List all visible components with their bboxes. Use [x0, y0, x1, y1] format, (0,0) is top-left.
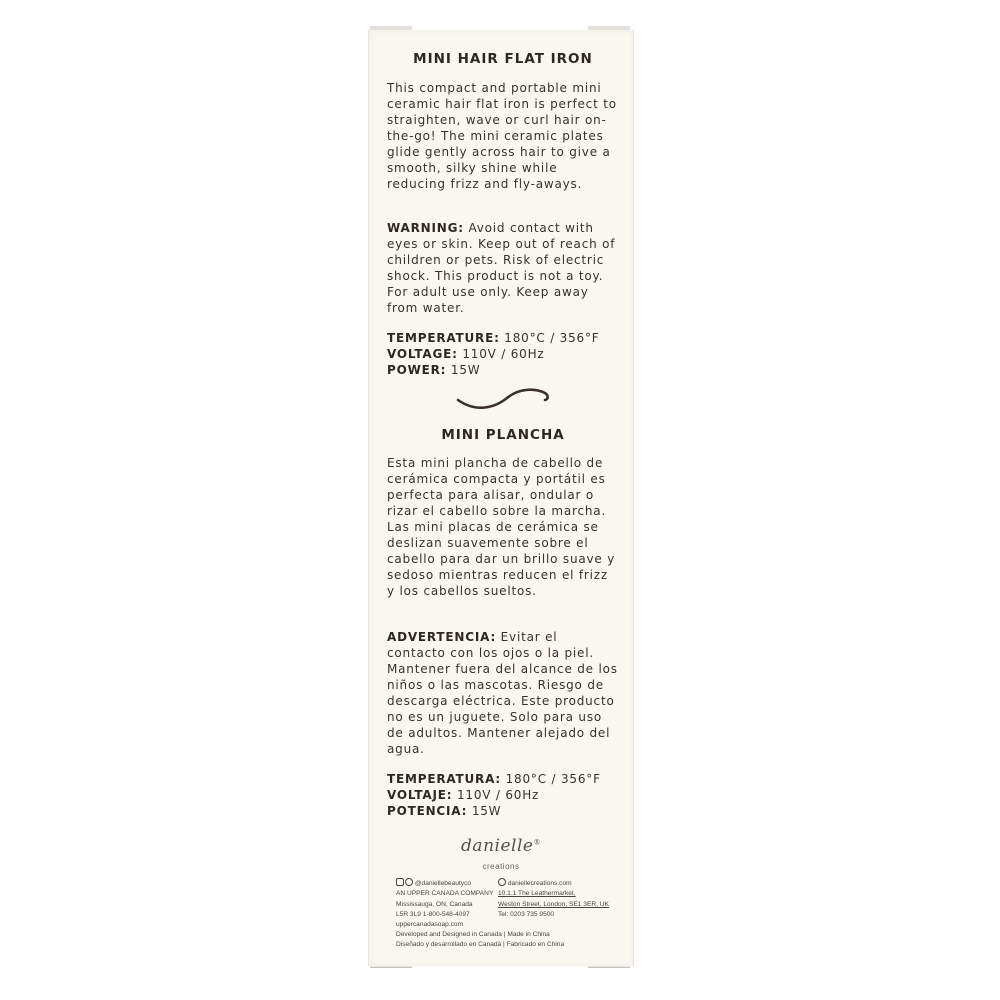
spanish-title: MINI PLANCHA	[441, 427, 565, 443]
company-postal-phone: L5R 3L9 1-800-548-4097	[396, 910, 470, 918]
brand-sub: creations	[482, 862, 520, 871]
english-section	[387, 51, 619, 67]
brand-name: danielle	[461, 836, 534, 856]
spanish-warning-block	[387, 629, 619, 757]
registered-mark: ®	[533, 838, 541, 847]
english-spec-power	[387, 362, 619, 378]
facebook-icon	[405, 878, 413, 886]
english-warning-text: Avoid contact with eyes or skin. Keep out of reach of children or pets. Risk of electric shock. This product is not a toy. For adult use only. Keep away from water.	[387, 221, 616, 315]
footer-left	[396, 878, 493, 930]
spec-value: 110V / 60Hz	[452, 788, 540, 802]
spec-value: 180°C / 356°F	[501, 772, 601, 786]
spec-value: 15W	[467, 804, 502, 818]
company-name: AN UPPER CANADA COMPANY	[396, 890, 494, 898]
social-handle: @daniellebeautyco	[414, 880, 472, 887]
english-description: This compact and portable mini ceramic hair flat iron is perfect to straighten, wave or curl hair on-the-go! The mini ceramic plates glide gently across hair to give a smooth, silky shine while reducing frizz and fly-aways.	[387, 81, 617, 191]
spec-value: 110V / 60Hz	[457, 347, 545, 361]
spec-label: VOLTAGE:	[387, 347, 458, 361]
spanish-warning-text: Evitar el contacto con los ojos o la piel. Mantener fuera del alcance de los niños o las mascotas. Riesgo de descarga eléctrica. Este producto no es un juguete. Solo para uso de adultos. Mantener alejado del agua.	[387, 630, 618, 756]
origin-english: Developed and Designed in Canada | Made in China	[396, 931, 550, 938]
spanish-warning-label: ADVERTENCIA:	[387, 630, 497, 644]
spec-label: VOLTAJE:	[387, 788, 453, 802]
company-website: uppercanadasoap.com	[396, 921, 464, 929]
globe-icon	[498, 878, 506, 886]
instagram-icon	[396, 878, 404, 886]
company-city: Mississauga, ON, Canada	[396, 900, 473, 908]
english-warning-block	[387, 220, 619, 316]
uk-address-1: 10.1.1 The Leathermarket,	[498, 890, 576, 898]
footer-right	[498, 878, 609, 920]
uk-phone: Tel: 0203 735 9500	[498, 910, 555, 918]
spec-value: 15W	[446, 363, 481, 377]
spec-label: POTENCIA:	[387, 804, 468, 818]
english-warning-label: WARNING:	[387, 221, 464, 235]
english-spec-temperature	[387, 330, 619, 346]
brand-logo	[369, 836, 633, 856]
spanish-specs	[387, 771, 619, 819]
english-warning	[387, 220, 619, 316]
spec-label: TEMPERATURE:	[387, 331, 500, 345]
spec-label: TEMPERATURA:	[387, 772, 501, 786]
origin-info	[396, 930, 564, 951]
spanish-section	[387, 427, 619, 443]
spanish-warning	[387, 629, 619, 757]
package-back-panel	[368, 30, 634, 966]
english-description-block	[387, 80, 619, 192]
brand-website: daniellecreations.com	[507, 880, 572, 887]
spanish-description: Esta mini plancha de cabello de cerámica compacta y portátil es perfecta para alisar, ondular o rizar el cabello sobre la marcha. Las mini placas de cerámica se deslizan suavemente sobre el cabello para dar un brillo suave y sedoso mientras reducen el frizz y los cabellos sueltos.	[387, 456, 616, 598]
english-specs	[387, 330, 619, 378]
english-title: MINI HAIR FLAT IRON	[413, 51, 593, 67]
spec-label: POWER:	[387, 363, 447, 377]
swirl-divider-icon	[455, 384, 551, 414]
spanish-description-block	[387, 455, 619, 599]
social-line	[396, 878, 493, 889]
spanish-spec-voltage	[387, 787, 619, 803]
english-spec-voltage	[387, 346, 619, 362]
spec-value: 180°C / 356°F	[499, 331, 600, 345]
spanish-spec-temperature	[387, 771, 619, 787]
origin-spanish: Diseñado y desarrollado en Canadá | Fabricado en China	[396, 941, 565, 949]
website-line	[498, 878, 609, 889]
uk-address-2: Weston Street, London, SE1 3ER, UK	[498, 900, 609, 908]
spanish-spec-power	[387, 803, 619, 819]
